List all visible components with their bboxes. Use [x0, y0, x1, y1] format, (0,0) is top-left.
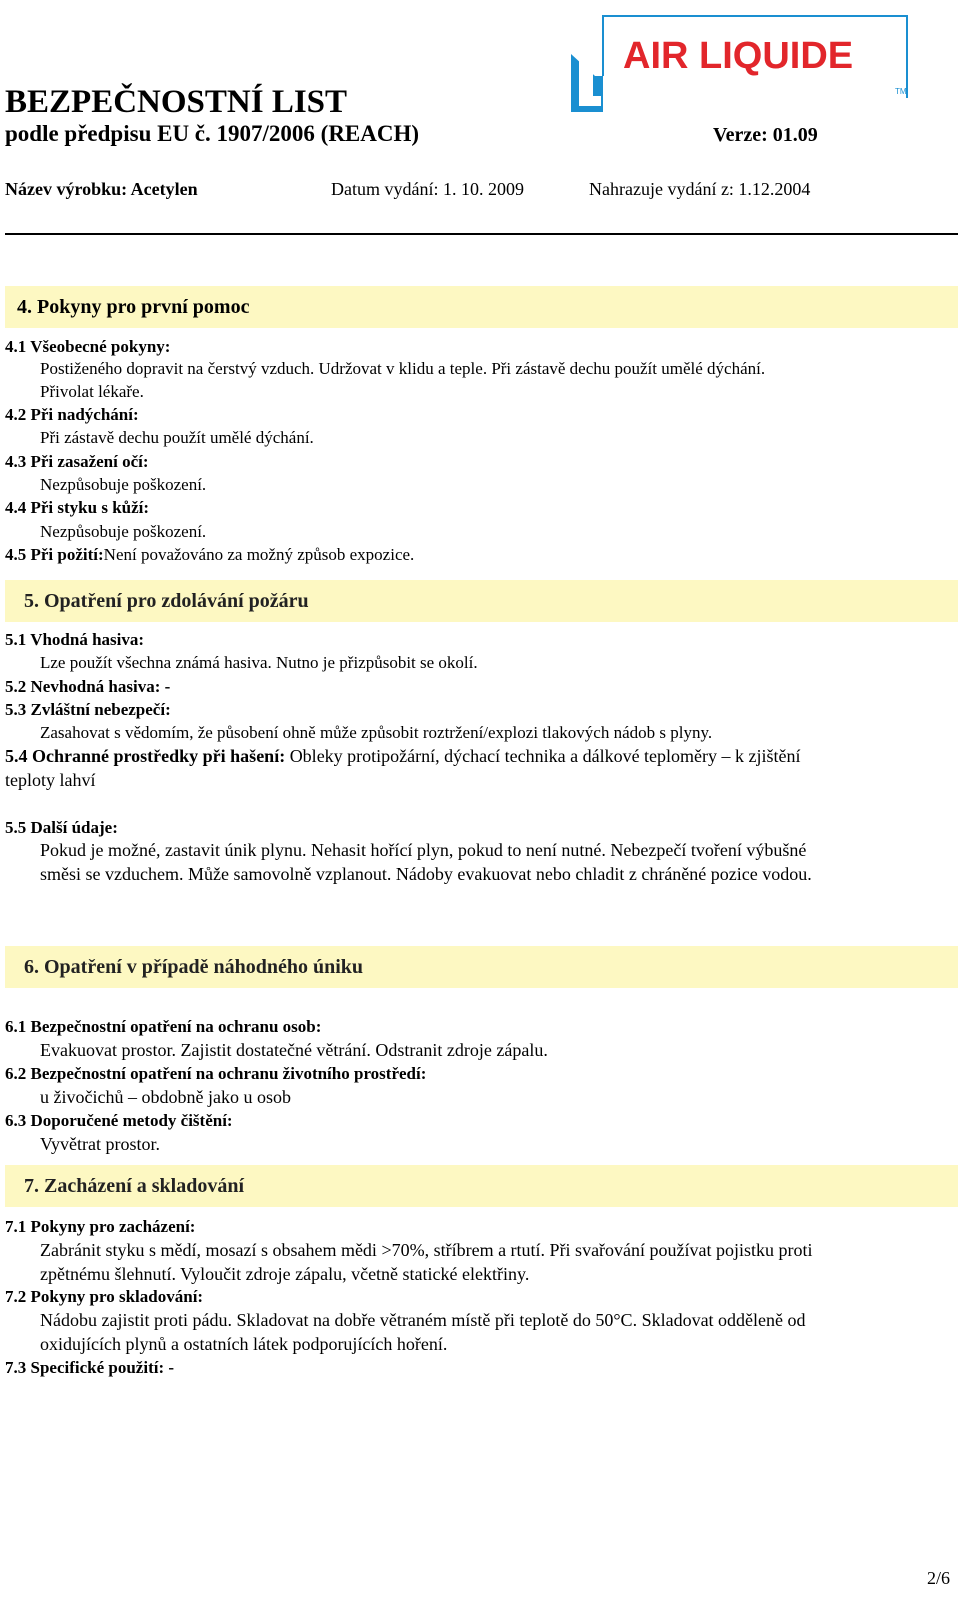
s7-2-text: Nádobu zajistit proti pádu. Skladovat na dobře větraném místě při teplotě do 50°C. Skladovat odděleně od [40, 1310, 806, 1330]
section-7-title: 7. Zacházení a skladování [24, 1175, 245, 1197]
s5-3-text: Zasahovat s vědomím, že působení ohně může způsobit roztržení/explozi tlakových nádob s plyny. [40, 723, 713, 742]
s6-2-text: u živočichů – obdobně jako u osob [40, 1087, 291, 1107]
s5-4-text-2: teploty lahví [5, 770, 96, 790]
section-4-header [5, 286, 958, 328]
s4-4-text: Nezpůsobuje poškození. [40, 522, 207, 541]
s7-2-text-2: oxidujících plynů a ostatních látek podporujících hoření. [40, 1334, 448, 1354]
section-4-title: 4. Pokyny pro první pomoc [17, 296, 250, 318]
page-number: 2/6 [926, 1568, 950, 1588]
issue-date: Datum vydání: 1. 10. 2009 [331, 179, 524, 199]
product-name: Název výrobku: Acetylen [5, 179, 198, 199]
document-title: BEZPEČNOSTNÍ LIST [5, 84, 348, 120]
regulation-subtitle: podle předpisu EU č. 1907/2006 (REACH) [5, 121, 420, 146]
section-5-title: 5. Opatření pro zdolávání požáru [24, 590, 309, 612]
s6-3-text: Vyvětrat prostor. [40, 1134, 160, 1154]
s6-1-label: 6.1 Bezpečnostní opatření na ochranu osob: [5, 1017, 322, 1036]
s4-5-line: 4.5 Při požití:Není považováno za možný způsob expozice. [5, 545, 415, 564]
section-6-title: 6. Opatření v případě náhodného úniku [24, 956, 363, 978]
s4-3-label: 4.3 Při zasažení očí: [5, 452, 149, 471]
s4-3-text: Nezpůsobuje poškození. [40, 475, 207, 494]
logo-text: AIR LIQUIDE [623, 35, 854, 77]
s4-1-label: 4.1 Všeobecné pokyny: [5, 337, 171, 356]
replaces-date: Nahrazuje vydání z: 1.12.2004 [589, 179, 811, 199]
s4-1-text-2: Přivolat lékaře. [40, 382, 144, 401]
s5-5-text-2: směsi se vzduchem. Může samovolně vzplanout. Nádoby evakuovat nebo chladit z chráněné pozice vodou. [40, 864, 812, 884]
s4-2-text: Při zástavě dechu použít umělé dýchání. [40, 428, 314, 447]
version-label: Verze: 01.09 [713, 124, 818, 146]
s7-3-label: 7.3 Specifické použití: - [5, 1358, 175, 1377]
section-7-header [5, 1165, 958, 1207]
s5-1-text: Lze použít všechna známá hasiva. Nutno je přizpůsobit se okolí. [40, 653, 478, 672]
s7-1-label: 7.1 Pokyny pro zacházení: [5, 1217, 196, 1236]
s6-1-text: Evakuovat prostor. Zajistit dostatečné větrání. Odstranit zdroje zápalu. [40, 1040, 548, 1060]
s7-2-label: 7.2 Pokyny pro skladování: [5, 1287, 204, 1306]
s7-1-text: Zabránit styku s mědí, mosazí s obsahem mědi >70%, stříbrem a rtutí. Při svařování používat pojistku proti [40, 1240, 813, 1260]
s5-4-line: 5.4 Ochranné prostředky při hašení: Obleky protipožární, dýchací technika a dálkové teploměry – k zjištění [5, 746, 801, 766]
s6-2-label: 6.2 Bezpečnostní opatření na ochranu životního prostředí: [5, 1064, 427, 1083]
s4-1-text: Postiženého dopravit na čerstvý vzduch. Udržovat v klidu a teple. Při zástavě dechu použít umělé dýchání. [40, 359, 766, 378]
s7-1-text-2: zpětnému šlehnutí. Vyloučit zdroje zápalu, včetně statické elektřiny. [40, 1264, 530, 1284]
s5-5-text: Pokud je možné, zastavit únik plynu. Nehasit hořící plyn, pokud to není nutné. Nebezpečí tvoření výbušné [40, 840, 807, 860]
section-5-header [5, 580, 958, 622]
air-liquide-logo [571, 14, 921, 114]
logo-tm: TM [895, 87, 907, 96]
s4-4-label: 4.4 Při styku s kůží: [5, 498, 150, 517]
s5-3-label: 5.3 Zvláštní nebezpečí: [5, 700, 171, 719]
s5-2-label: 5.2 Nevhodná hasiva: - [5, 677, 171, 696]
s6-3-label: 6.3 Doporučené metody čištění: [5, 1111, 233, 1130]
s5-5-label: 5.5 Další údaje: [5, 818, 118, 837]
s5-1-label: 5.1 Vhodná hasiva: [5, 630, 145, 649]
s4-2-label: 4.2 Při nadýchání: [5, 405, 139, 424]
section-6-header [5, 946, 958, 988]
header-divider [5, 233, 958, 235]
